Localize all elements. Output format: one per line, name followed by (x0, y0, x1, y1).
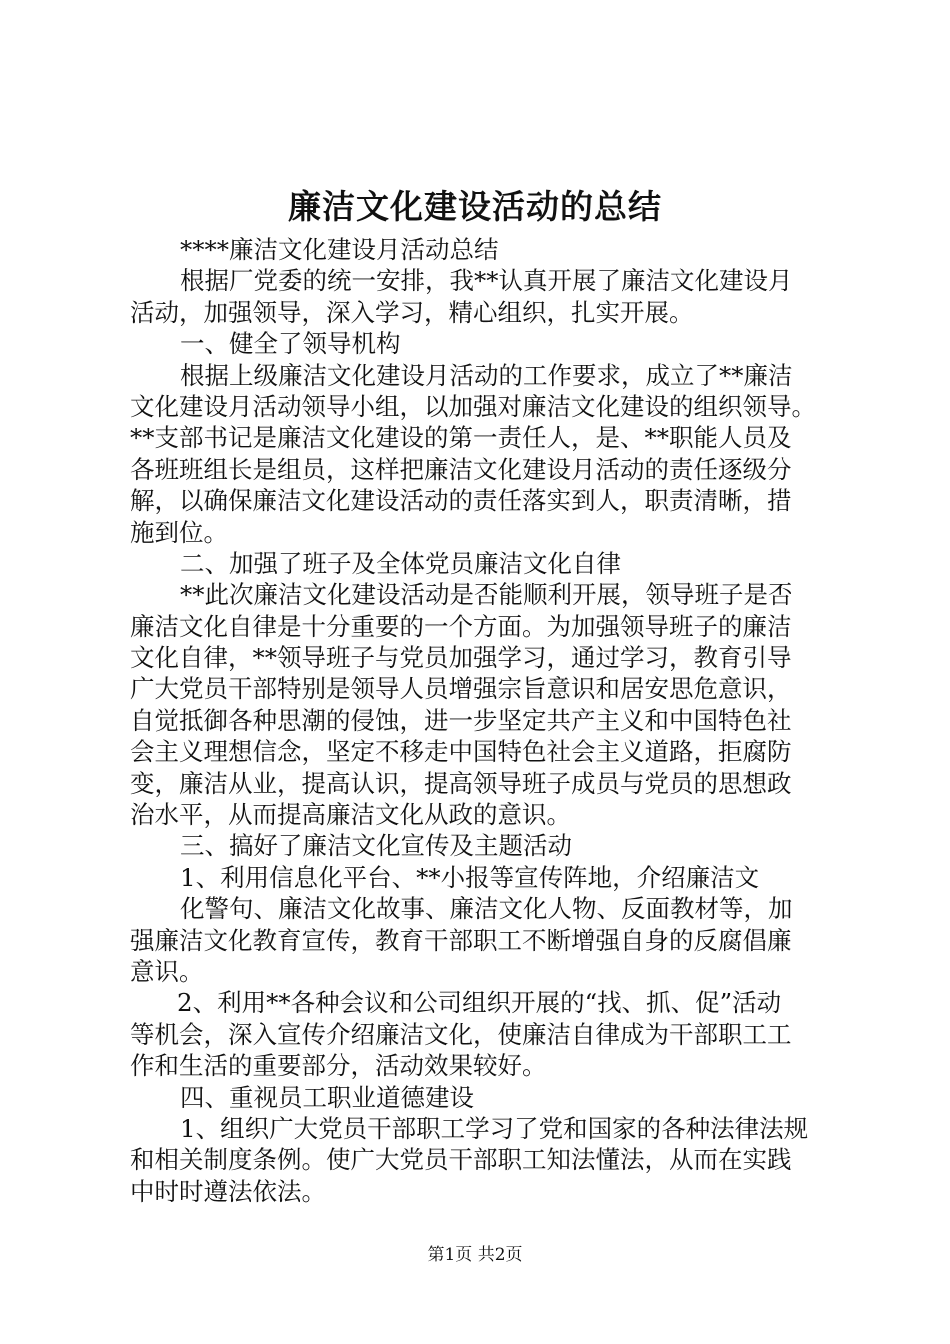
paragraph-line: 文化建设月活动领导小组，以加强对廉洁文化建设的组织领导。 (130, 391, 816, 421)
paragraph-line: 和相关制度条例。使广大党员干部职工知法懂法，从而在实践 (130, 1145, 792, 1175)
paragraph-line: 文化自律，**领导班子与党员加强学习，通过学习，教育引导 (130, 643, 792, 673)
paragraph-line: 作和生活的重要部分，活动效果较好。 (130, 1051, 547, 1081)
paragraph-line: 化警句、廉洁文化故事、廉洁文化人物、反面教材等，加 (180, 894, 793, 924)
section-heading: 一、健全了领导机构 (180, 329, 401, 359)
paragraph-line: 廉洁文化自律是十分重要的一个方面。为加强领导班子的廉洁 (130, 611, 792, 641)
paragraph-line: 强廉洁文化教育宣传，教育干部职工不断增强自身的反腐倡廉 (130, 925, 792, 955)
paragraph-line: 广大党员干部特别是领导人员增强宗旨意识和居安思危意识， (130, 674, 792, 704)
paragraph-line: 根据厂党委的统一安排，我**认真开展了廉洁文化建设月 (180, 266, 793, 296)
page-number-footer: 第1页 共2页 (427, 1245, 523, 1265)
document-body (130, 234, 830, 1207)
paragraph-line: 活动，加强领导，深入学习，精心组织，扎实开展。 (130, 297, 694, 327)
subtitle-line: ****廉洁文化建设月活动总结 (180, 235, 499, 264)
paragraph-line: **此次廉洁文化建设活动是否能顺利开展，领导班子是否 (180, 580, 793, 610)
paragraph-line: 中时时遵法依法。 (130, 1176, 326, 1206)
paragraph-line: 治水平，从而提高廉洁文化从政的意识。 (130, 800, 571, 830)
document-title: 廉洁文化建设活动的总结 (288, 187, 662, 226)
section-heading: 四、重视员工职业道德建设 (180, 1082, 474, 1112)
paragraph-line: 根据上级廉洁文化建设月活动的工作要求，成立了**廉洁 (180, 360, 793, 390)
paragraph-line: 会主义理想信念，坚定不移走中国特色社会主义道路，拒腐防 (130, 737, 792, 767)
paragraph-line: 等机会，深入宣传介绍廉洁文化，使廉洁自律成为干部职工工 (130, 1019, 792, 1049)
paragraph-line: 各班班组长是组员，这样把廉洁文化建设月活动的责任逐级分 (130, 454, 792, 484)
paragraph-line: 1、利用信息化平台、**小报等宣传阵地，介绍廉洁文 (180, 862, 760, 892)
paragraph-line: **支部书记是廉洁文化建设的第一责任人，是、**职能人员及 (130, 423, 792, 453)
paragraph-line: 施到位。 (130, 517, 228, 547)
paragraph-line: 1、组织广大党员干部职工学习了党和国家的各种法律法规 (180, 1113, 809, 1143)
paragraph-line: 意识。 (130, 956, 204, 986)
section-heading: 二、加强了班子及全体党员廉洁文化自律 (180, 548, 621, 578)
paragraph-line: 变，廉洁从业，提高认识，提高领导班子成员与党员的思想政 (130, 768, 792, 798)
paragraph-line: 自觉抵御各种思潮的侵蚀，进一步坚定共产主义和中国特色社 (130, 705, 792, 735)
section-heading: 三、搞好了廉洁文化宣传及主题活动 (180, 831, 572, 861)
paragraph-line: 2、利用**各种会议和公司组织开展的“找、抓、促”活动 (177, 988, 782, 1018)
paragraph-line: 解，以确保廉洁文化建设活动的责任落实到人，职责清晰，措 (130, 486, 792, 516)
